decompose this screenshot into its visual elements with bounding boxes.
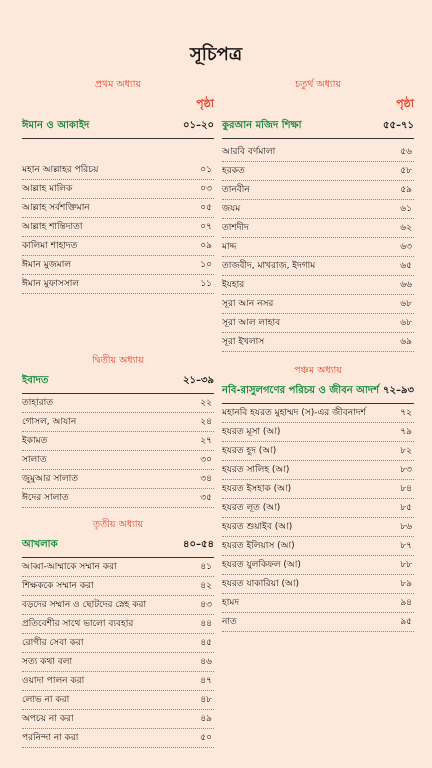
toc-page: ০১: [200, 165, 212, 175]
toc-label: তাহারাত: [22, 398, 54, 408]
section-pages: ০১–২০: [183, 120, 214, 131]
toc-row[interactable]: [22, 394, 214, 413]
toc-page: ০৩: [200, 184, 212, 194]
toc-row[interactable]: [222, 423, 414, 442]
page-title: সূচিপত্র: [189, 44, 243, 65]
toc-label: হযরত হূদ (আ): [222, 446, 277, 456]
toc-row[interactable]: [222, 143, 414, 162]
chapter-heading: প্রথম অধ্যায়: [94, 79, 142, 90]
toc-page: ৪৮: [200, 695, 212, 705]
toc-label: হরকত: [222, 166, 245, 176]
toc-page: ০৫: [200, 203, 212, 213]
toc-label: আল্লাহ শান্তিদাতা: [22, 222, 83, 232]
toc-label: হযরত ইলিয়াস (আ): [222, 541, 295, 551]
toc-page: ৪৩: [200, 600, 212, 610]
toc-label: হযরত ইসহাক (আ): [222, 484, 292, 494]
toc-row[interactable]: [22, 256, 214, 275]
toc-label: সূরা আন নসর: [222, 299, 274, 309]
toc-page: ৬৮: [400, 318, 412, 328]
toc-label: পরনিন্দা না করা: [22, 733, 79, 743]
page-column-heading: পৃষ্ঠা: [196, 97, 214, 110]
toc-row[interactable]: [22, 710, 214, 729]
section-heading: [222, 118, 414, 139]
toc-page: ৯৫: [400, 617, 412, 627]
toc-row[interactable]: [22, 413, 214, 432]
chapter-heading: দ্বিতীয় অধ্যায়: [92, 355, 144, 366]
toc-row[interactable]: [222, 219, 414, 238]
chapter-heading: চতুর্থ অধ্যায়: [294, 79, 342, 90]
toc-page: ৮৭: [400, 541, 412, 551]
toc-row[interactable]: [22, 218, 214, 237]
toc-row[interactable]: [22, 558, 214, 577]
toc-row[interactable]: [22, 199, 214, 218]
toc-label: সূরা আল লাহাব: [222, 318, 281, 328]
toc-label: আল্লাহ মালিক: [22, 184, 73, 194]
toc-row[interactable]: [22, 432, 214, 451]
left-column: [22, 78, 214, 748]
toc-page: ৬৬: [400, 280, 412, 290]
toc-label: গোসল, আযান: [22, 417, 77, 427]
toc-row[interactable]: [22, 275, 214, 294]
toc-label: তাশদীদ: [222, 223, 249, 233]
toc-page: ৪৭: [200, 676, 212, 686]
toc-page: ৮২: [400, 446, 412, 456]
toc-label: মাদ্দ: [222, 242, 237, 252]
toc-row[interactable]: [222, 295, 414, 314]
section-name: ইবাদত: [22, 375, 49, 386]
toc-page: ৫৯: [400, 185, 412, 195]
toc-page: ৬৩: [400, 242, 412, 252]
toc-page: ৮৮: [400, 560, 412, 570]
toc-row[interactable]: [22, 596, 214, 615]
toc-page: ১০: [200, 260, 212, 270]
toc-page: ৪২: [200, 581, 212, 591]
toc-label: রোগীর সেবা করা: [22, 638, 84, 648]
toc-label: হযরত লূত (আ): [222, 503, 281, 513]
toc-row[interactable]: [22, 577, 214, 596]
chapter-heading: তৃতীয় অধ্যায়: [92, 519, 144, 530]
toc-row[interactable]: [222, 556, 414, 575]
right-column: [222, 78, 414, 632]
toc-page: ৩৫: [200, 493, 212, 503]
toc-label: শিক্ষককে সম্মান করা: [22, 581, 94, 591]
toc-page: ৬৯: [400, 337, 412, 347]
toc-page: ৪১: [200, 562, 212, 572]
toc-row[interactable]: [222, 162, 414, 181]
toc-label: ইকামত: [22, 436, 48, 446]
toc-row[interactable]: [22, 161, 214, 180]
toc-label: বড়দের সম্মান ও ছোটদের স্নেহ করা: [22, 600, 147, 610]
toc-row[interactable]: [222, 238, 414, 257]
section-pages: ২১–৩৯: [183, 375, 214, 386]
toc-row[interactable]: [222, 200, 414, 219]
page-column-heading: পৃষ্ঠা: [396, 97, 414, 110]
toc-page: ৬১: [400, 204, 412, 214]
toc-label: হযরত শুয়াইব (আ): [222, 522, 293, 532]
toc-page: ৬২: [400, 223, 412, 233]
toc-page: ৯৪: [400, 598, 412, 608]
toc-row[interactable]: [22, 470, 214, 489]
toc-page: ৫০: [200, 733, 212, 743]
toc-row[interactable]: [222, 333, 414, 352]
section-name: নবি-রাসুলগণের পরিচয় ও জীবন আদর্শ: [222, 385, 380, 396]
toc-page: ৭৯: [400, 427, 412, 437]
toc-row[interactable]: [22, 180, 214, 199]
toc-row[interactable]: [222, 575, 414, 594]
toc-label: আব্বা-আম্মাকে সম্মান করা: [22, 562, 117, 572]
toc-label: সূরা ইখলাস: [222, 337, 265, 347]
toc-label: অপচয় না করা: [22, 714, 74, 724]
toc-label: সত্য কথা বলা: [22, 657, 73, 667]
toc-row[interactable]: [22, 634, 214, 653]
toc-row[interactable]: [222, 613, 414, 632]
toc-label: ঈমান মুজমাল: [22, 260, 72, 270]
toc-label: হযরত সালিহ (আ): [222, 465, 290, 475]
toc-page: ৭২: [400, 408, 412, 418]
toc-page: ০৭: [200, 222, 212, 232]
toc-label: প্রতিবেশীর সাথে ভালো ব্যবহার: [22, 619, 134, 629]
toc-page: ২৭: [200, 436, 212, 446]
toc-page: ৪৪: [200, 619, 212, 629]
section-pages: ৭২–৯৩: [383, 385, 414, 396]
toc-page: ৪৯: [200, 714, 212, 724]
toc-row[interactable]: [222, 480, 414, 499]
toc-label: ঈমান মুফাসসাল: [22, 279, 80, 289]
toc-label: আরবি বর্ণমালা: [222, 147, 276, 157]
section-pages: ৪০–৫৪: [183, 539, 214, 550]
section-heading: [22, 537, 214, 558]
toc-row[interactable]: [22, 672, 214, 691]
toc-label: ঈদের সালাত: [22, 493, 69, 503]
toc-page: ১১: [200, 279, 212, 289]
toc-label: হযরত যুলকিফল (আ): [222, 560, 301, 570]
section-heading: [22, 118, 214, 139]
toc-row[interactable]: [22, 451, 214, 470]
toc-row[interactable]: [22, 653, 214, 672]
toc-row[interactable]: [222, 314, 414, 333]
section-name: ঈমান ও আকাইদ: [22, 120, 90, 131]
toc-label: কালিমা শাহাদত: [22, 241, 78, 251]
toc-label: হামদ: [222, 598, 240, 608]
toc-label: মহান আল্লাহর পরিচয়: [22, 165, 99, 175]
toc-page: ৪৬: [200, 657, 212, 667]
chapter-heading: পঞ্চম অধ্যায়: [294, 365, 342, 376]
section-heading: [22, 373, 214, 394]
toc-row[interactable]: [222, 537, 414, 556]
toc-page: ৮৪: [400, 484, 412, 494]
toc-row[interactable]: [22, 489, 214, 508]
toc-row[interactable]: [222, 257, 414, 276]
toc-row[interactable]: [22, 729, 214, 748]
toc-row[interactable]: [222, 518, 414, 537]
toc-row[interactable]: [222, 461, 414, 480]
toc-page: ৩০: [200, 455, 212, 465]
toc-page: ৬৫: [400, 261, 412, 271]
toc-row[interactable]: [222, 499, 414, 518]
toc-page: ৫৮: [400, 166, 412, 176]
toc-label: তানবীন: [222, 185, 250, 195]
section-heading: [222, 383, 414, 404]
toc-label: লোভ না করা: [22, 695, 70, 705]
toc-page: ২৪: [200, 417, 212, 427]
toc-page: ২২: [200, 398, 212, 408]
toc-row[interactable]: [222, 442, 414, 461]
toc-label: জযম: [222, 204, 241, 214]
toc-page: ৮৫: [400, 503, 412, 513]
toc-page: ৬৮: [400, 299, 412, 309]
toc-row[interactable]: [22, 691, 214, 710]
toc-label: হযরত যাকারিয়া (আ): [222, 579, 299, 589]
toc-row[interactable]: [22, 615, 214, 634]
toc-page: ৪৫: [200, 638, 212, 648]
toc-page: ০৯: [200, 241, 212, 251]
toc-label: আল্লাহ সর্বশক্তিমান: [22, 203, 90, 213]
toc-page: ৮৯: [400, 579, 412, 589]
toc-page: ৮৩: [400, 465, 412, 475]
toc-page: ৩৪: [200, 474, 212, 484]
toc-label: নাত: [222, 617, 237, 627]
toc-label: মহানবি হযরত মুহাম্মদ (স)-এর জীবনাদর্শ: [222, 408, 366, 418]
toc-row[interactable]: [222, 594, 414, 613]
toc-page: ৫৬: [400, 147, 412, 157]
toc-row[interactable]: [222, 181, 414, 200]
toc-label: সালাত: [22, 455, 47, 465]
toc-row[interactable]: [222, 404, 414, 423]
section-name: আখলাক: [22, 539, 58, 550]
section-pages: ৫৫–৭১: [383, 120, 414, 131]
toc-row[interactable]: [22, 237, 214, 256]
toc-page: ৮৬: [400, 522, 412, 532]
toc-label: হযরত মূসা (আ): [222, 427, 281, 437]
toc-label: ইযহার: [222, 280, 245, 290]
toc-label: জুমুআর সালাত: [22, 474, 78, 484]
toc-row[interactable]: [222, 276, 414, 295]
toc-label: তাজবীদ, মাখরাজ, ইদগাম: [222, 261, 316, 271]
toc-label: ওয়াদা পালন করা: [22, 676, 85, 686]
section-name: কুরআন মজিদ শিক্ষা: [222, 120, 302, 131]
